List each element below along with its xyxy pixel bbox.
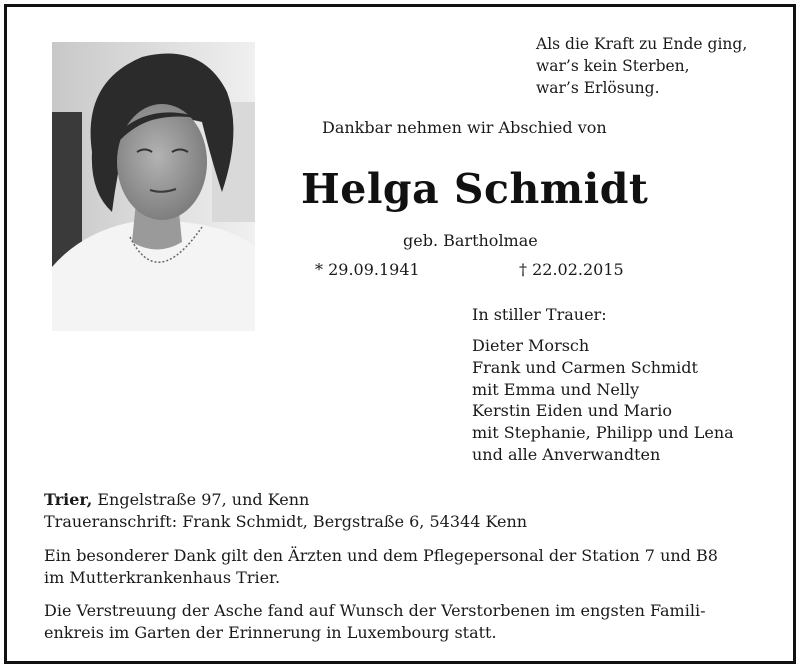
- verse-line: Als die Kraft zu Ende ging,: [536, 35, 748, 53]
- verse: [536, 33, 747, 99]
- obituary-frame: [4, 4, 796, 664]
- mourning-address: Traueranschrift: Frank Schmidt, Bergstraße 6, 54344 Kenn: [44, 511, 528, 531]
- farewell-intro: Dankbar nehmen wir Abschied von: [322, 118, 607, 137]
- ashes-line: Die Verstreuung der Asche fand auf Wunsch der Verstorbenen im engsten Famili-: [44, 601, 706, 620]
- residence-line: [44, 489, 527, 511]
- address-block: [44, 489, 527, 533]
- mourners-list: [472, 335, 734, 466]
- deceased-name: Helga Schmidt: [301, 165, 649, 213]
- mourner-name: Kerstin Eiden und Mario: [472, 401, 672, 421]
- residence: Engelstraße 97, und Kenn: [92, 490, 310, 509]
- thanks-note: [44, 545, 718, 589]
- birth-date: * 29.09.1941: [315, 260, 420, 279]
- mourner-name: und alle Anverwandten: [472, 444, 661, 464]
- verse-line: war’s kein Sterben,: [536, 57, 690, 75]
- city: Trier,: [44, 490, 93, 509]
- thanks-line: im Mutterkrankenhaus Trier.: [44, 567, 281, 587]
- mourner-name: Frank und Carmen Schmidt: [472, 357, 698, 377]
- death-date: † 22.02.2015: [519, 260, 624, 279]
- portrait-image: [52, 42, 255, 331]
- ashes-line: enkreis im Garten der Erinnerung in Luxembourg statt.: [44, 622, 497, 642]
- mourning-heading: In stiller Trauer:: [472, 305, 607, 324]
- portrait-photo: [52, 42, 255, 331]
- mourner-name: mit Stephanie, Philipp und Lena: [472, 423, 734, 443]
- ashes-note: [44, 600, 705, 644]
- birth-name: geb. Bartholmae: [403, 231, 538, 250]
- mourner-name: Dieter Morsch: [472, 336, 590, 355]
- verse-line: war’s Erlösung.: [536, 79, 660, 97]
- thanks-line: Ein besonderer Dank gilt den Ärzten und dem Pflegepersonal der Station 7 und B8: [44, 546, 718, 565]
- mourner-name: mit Emma und Nelly: [472, 379, 640, 399]
